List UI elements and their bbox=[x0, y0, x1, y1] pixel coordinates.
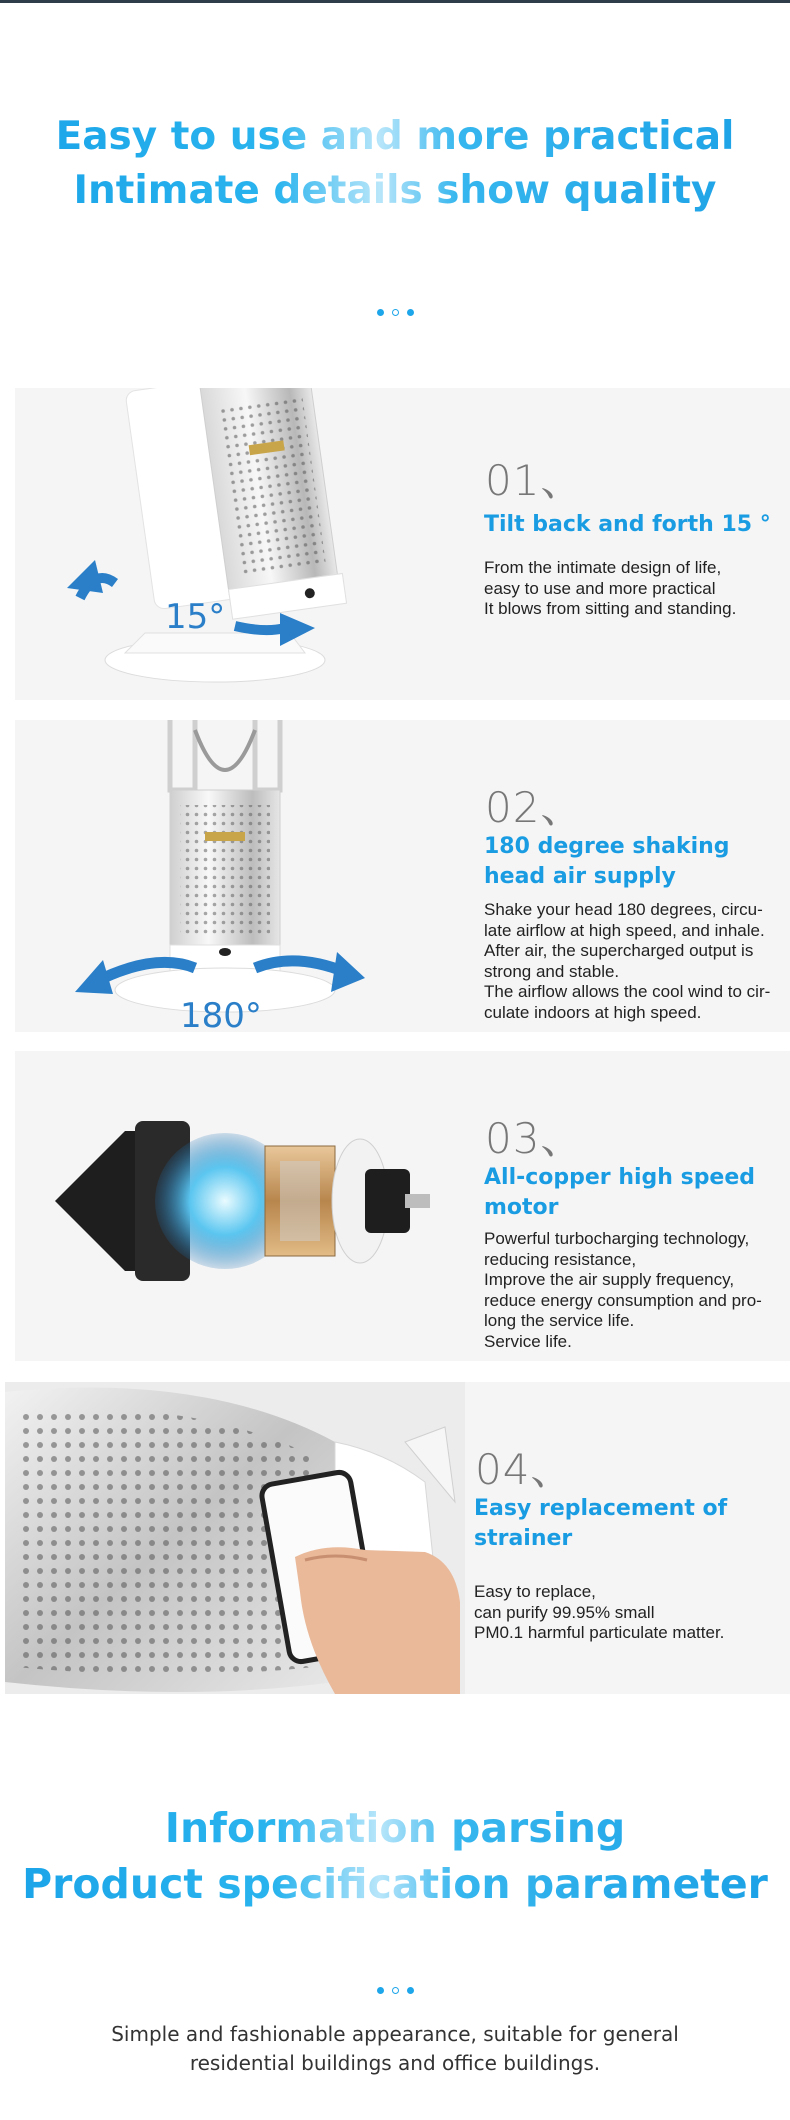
feature-description: Shake your head 180 degrees, circu- late airflow at high speed, and inhale. After air, the supercharged output is strong and stable. The airflow allows the cool wind to cir- culate indoors at high speed. bbox=[484, 900, 771, 1022]
hero-title-line-2: Intimate details show quality bbox=[73, 168, 717, 213]
top-border bbox=[0, 0, 790, 3]
feature-title: 180 degree shaking head air supply bbox=[484, 834, 730, 889]
section-title bbox=[0, 1800, 790, 1912]
feature-number: 01、 bbox=[485, 456, 584, 505]
feature-description: Easy to replace, can purify 99.95% small PM0.1 harmful particulate matter. bbox=[474, 1582, 725, 1642]
carousel-dots bbox=[0, 309, 790, 316]
feature-panel-tilt bbox=[15, 388, 790, 700]
fan-tilt-image bbox=[55, 388, 395, 700]
dot-indicator[interactable] bbox=[377, 1987, 384, 1994]
feature-description: From the intimate design of life, easy to use and more practical It blows from sitting and standing. bbox=[484, 558, 737, 618]
strainer-replacement-image bbox=[5, 1382, 465, 1694]
section-title-line-2: Product specification parameter bbox=[22, 1860, 768, 1908]
dot-indicator-active[interactable] bbox=[392, 309, 399, 316]
carousel-dots bbox=[0, 1987, 790, 1994]
fan-oscillation-image bbox=[75, 720, 395, 1032]
hero-title-line-1: Easy to use and more practical bbox=[55, 114, 735, 159]
feature-panel-oscillation bbox=[15, 720, 790, 1032]
hero-title bbox=[0, 110, 790, 218]
feature-description: Powerful turbocharging technology, reducing resistance, Improve the air supply frequency, reduce energy consumption and pro- long the service life. Service life. bbox=[484, 1229, 762, 1351]
feature-number: 02、 bbox=[485, 783, 584, 832]
feature-panel-strainer bbox=[5, 1382, 790, 1694]
dot-indicator-active[interactable] bbox=[392, 1987, 399, 1994]
feature-title: Easy replacement of strainer bbox=[474, 1496, 728, 1551]
feature-title: Tilt back and forth 15 ° bbox=[484, 512, 771, 537]
feature-panel-motor bbox=[15, 1051, 790, 1361]
feature-number: 03、 bbox=[485, 1114, 584, 1163]
motor-image bbox=[35, 1091, 455, 1321]
dot-indicator[interactable] bbox=[377, 309, 384, 316]
feature-title: All-copper high speed motor bbox=[484, 1165, 756, 1220]
section-title-line-1: Information parsing bbox=[164, 1804, 626, 1852]
feature-number: 04、 bbox=[475, 1445, 574, 1494]
tilt-angle-label: 15° bbox=[165, 597, 226, 637]
dot-indicator[interactable] bbox=[407, 309, 414, 316]
footer-description: Simple and fashionable appearance, suitable for general residential buildings and office buildings. bbox=[111, 2022, 679, 2075]
oscillation-angle-label: 180° bbox=[180, 996, 262, 1032]
dot-indicator[interactable] bbox=[407, 1987, 414, 1994]
